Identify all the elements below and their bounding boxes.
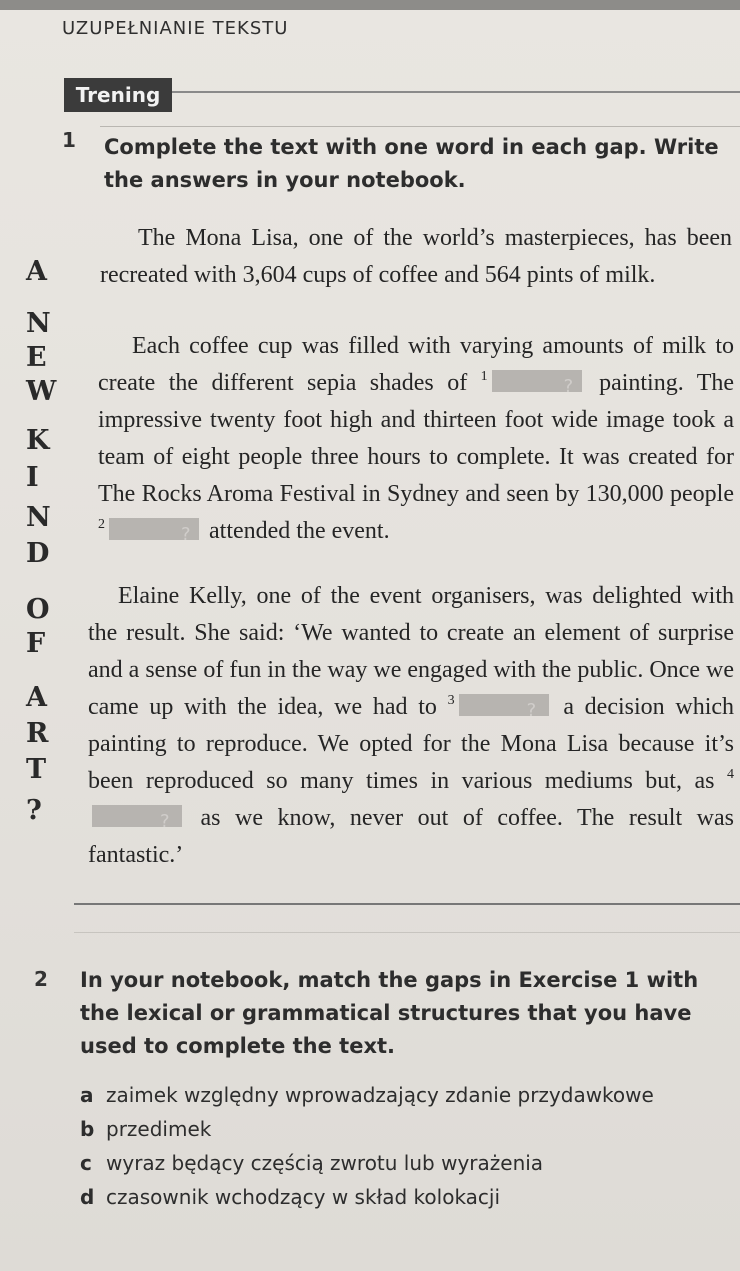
side-letter: K: [26, 425, 50, 456]
option-text: przedimek: [106, 1117, 212, 1141]
side-letter: W: [26, 376, 57, 407]
option-c: [80, 1146, 720, 1180]
section-title: UZUPEŁNIANIE TEKSTU: [62, 18, 289, 39]
paragraph-2-text-b: painting. The impressive twenty foot high and thirteen foot wide image took a team of eight people three hours to complete. It was created for The Rocks Aroma Festival in Sydney and seen by 130,000 people: [98, 370, 735, 507]
gap-2-number: 2: [98, 517, 105, 532]
side-letter: T: [26, 754, 47, 785]
side-letter: F: [26, 628, 46, 659]
side-letter: N: [26, 308, 51, 339]
gap-3-box: [459, 694, 549, 716]
option-text: czasownik wchodzący w skład kolokacji: [106, 1185, 501, 1209]
paragraph-3-text-c: as we know, never out of coffee. The result was fantastic.’: [88, 805, 734, 868]
gap-4-number: 4: [727, 767, 734, 782]
exercise-1-number: 1: [62, 128, 76, 152]
gap-1-box: [492, 370, 582, 392]
option-letter: c: [80, 1151, 92, 1175]
side-letter: R: [26, 718, 49, 749]
paragraph-3: [88, 578, 734, 874]
paragraph-2-text-a: Each coffee cup was filled with varying amounts of milk to create the different sepia shades of: [98, 333, 734, 396]
text-end-divider: [74, 903, 740, 905]
paragraph-2: [98, 328, 734, 550]
option-d: [80, 1180, 720, 1214]
gap-1-number: 1: [480, 369, 488, 384]
exercise-2-options: [80, 1078, 720, 1214]
gap-2-box: [109, 518, 199, 540]
gap-4-box: [92, 805, 182, 827]
option-text: zaimek względny wprowadzający zdanie przydawkowe: [106, 1083, 654, 1107]
side-letter: I: [26, 462, 39, 493]
option-text: wyraz będący częścią zwrotu lub wyrażenia: [106, 1151, 544, 1175]
paragraph-2-text-c: attended the event.: [209, 518, 390, 544]
side-letter: D: [26, 538, 50, 569]
side-letter: A: [26, 682, 47, 713]
paragraph-1-text: The Mona Lisa, one of the world’s masterpieces, has been recreated with 3,604 cups of coffee and 564 pints of milk.: [100, 225, 732, 288]
section-pill: Trening: [64, 78, 172, 112]
option-a: [80, 1078, 720, 1112]
paragraph-1: [100, 220, 732, 294]
side-letter: E: [26, 342, 47, 373]
exercise-2-number: 2: [34, 967, 48, 991]
exercise-1-instruction: Complete the text with one word in each gap. Write the answers in your notebook.: [104, 135, 719, 192]
paragraph-3-text-b: a decision which painting to reproduce. We opted for the Mona Lisa because it’s been reproduced so many times in various mediums but, as: [88, 694, 735, 794]
pill-divider: [172, 91, 740, 93]
option-b: [80, 1112, 720, 1146]
section-divider: [100, 126, 740, 127]
top-edge: [0, 0, 740, 10]
faint-divider: [74, 932, 740, 933]
gap-3-number: 3: [447, 693, 455, 708]
exercise-2-instruction: In your notebook, match the gaps in Exercise 1 with the lexical or grammatical structures that you have used to complete the text.: [80, 968, 699, 1058]
option-letter: b: [80, 1117, 95, 1141]
side-letter: ?: [26, 795, 42, 826]
option-letter: d: [80, 1185, 95, 1209]
option-letter: a: [80, 1083, 94, 1107]
paragraph-3-text-a: Elaine Kelly, one of the event organisers, was delighted with the result. She said: ‘We wanted to create an element of surprise and a sense of fun in the way we engaged with the public. Once we came up with the idea, we had to: [88, 583, 734, 720]
side-letter: N: [26, 502, 51, 533]
side-letter: A: [26, 256, 47, 287]
side-letter: O: [26, 594, 50, 625]
